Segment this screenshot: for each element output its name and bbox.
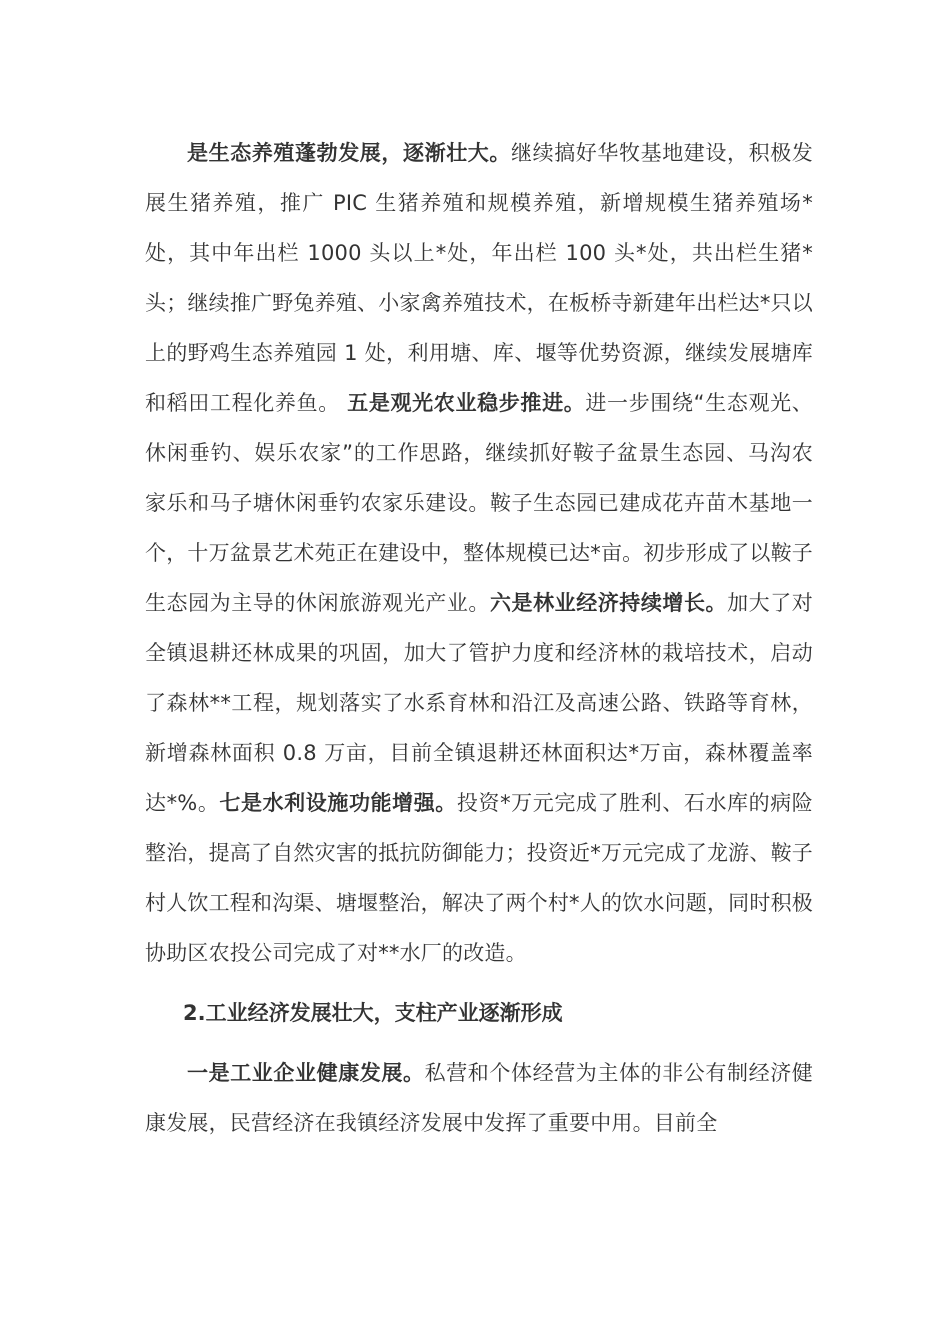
point-forestry-heading: 六是林业经济持续增长。 <box>489 591 728 615</box>
point-ecological-breeding-heading: 是生态养殖蓬勃发展，逐渐壮大。 <box>187 141 511 165</box>
point-water-conservancy-text: 投资*万元完成了胜利、石水库的病险整治，提高了自然灾害的抵抗防御能力；投资近*万元完成了龙游、鞍子村人饮工程和沟渠、塘堰整治，解决了两个村*人的饮水问题，同时积极协助区农投公司完成了对**水厂的改造。 <box>145 791 813 965</box>
point-industrial-enterprise-heading: 一是工业企业健康发展。 <box>187 1061 425 1085</box>
paragraph-industry <box>145 1048 813 1148</box>
point-forestry-text: 加大了对全镇退耕还林成果的巩固，加大了管护力度和经济林的栽培技术，启动了森林**工程，规划落实了水系育林和沿江及高速公路、铁路等育林，新增森林面积 0.8 万亩，目前全镇退耕还林面积达*万亩，森林覆盖率达*%。 <box>145 591 813 815</box>
point-tourism-agriculture-text: 进一步围绕“生态观光、休闲垂钓、娱乐农家”的工作思路，继续抓好鞍子盆景生态园、马沟农家乐和马子塘休闲垂钓农家乐建设。鞍子生态园已建成花卉苗木基地一个，十万盆景艺术苑正在建设中，整体规模已达*亩。初步形成了以鞍子生态园为主导的休闲旅游观光产业。 <box>145 391 813 615</box>
document-body <box>145 128 813 1148</box>
point-ecological-breeding-text: 继续搞好华牧基地建设，积极发展生猪养殖，推广 PIC 生猪养殖和规模养殖，新增规模生猪养殖场*处，其中年出栏 1000 头以上*处，年出栏 100 头*处，共出栏生猪*头；继续推广野兔养殖、小家禽养殖技术，在板桥寺新建年出栏达*只以上的野鸡生态养殖园 1 处，利用塘、库、堰等优势资源，继续发展塘库和稻田工程化养鱼。 <box>145 141 813 415</box>
point-water-conservancy-heading: 七是水利设施功能增强。 <box>219 791 457 815</box>
point-industrial-enterprise-text: 私营和个体经营为主体的非公有制经济健康发展，民营经济在我镇经济发展中发挥了重要中用。目前全 <box>145 1061 814 1135</box>
section-heading-industry: 2.工业经济发展壮大，支柱产业逐渐形成 <box>183 1001 563 1025</box>
paragraph-agriculture <box>145 128 813 978</box>
point-tourism-agriculture-heading: 五是观光农业稳步推进。 <box>347 391 586 415</box>
